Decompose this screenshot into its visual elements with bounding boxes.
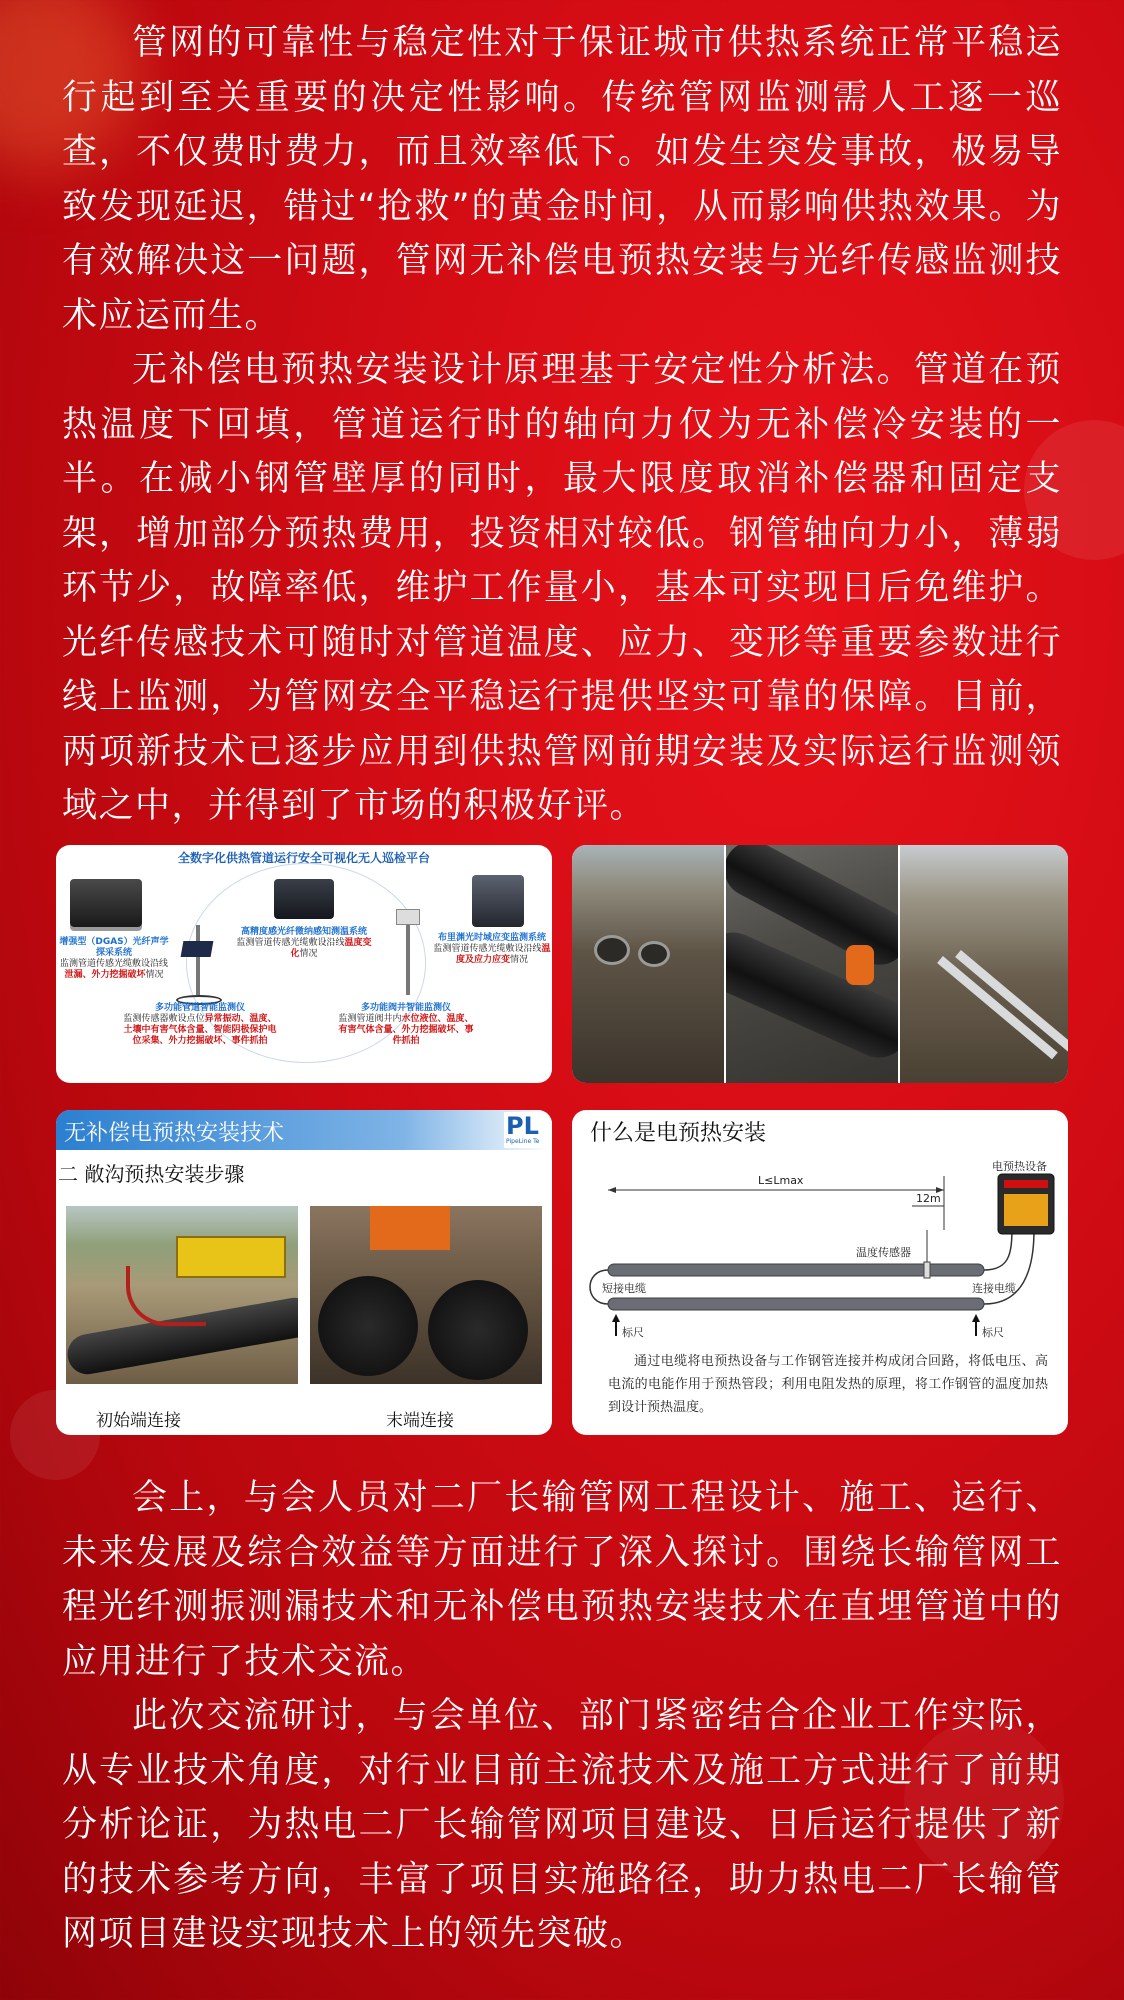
trench-photo-left bbox=[572, 845, 724, 1083]
pipe-opening-icon bbox=[638, 941, 670, 967]
short-cable-label: 短接电缆 bbox=[602, 1282, 646, 1295]
principle-paragraph: 无补偿电预热安装设计原理基于安定性分析法。管道在预热温度下回填，管道运行时的轴向力仅为无补偿冷安装的一半。在减小钢管壁厚的同时，最大限度取消补偿器和固定支架，增加部分预热费用，投资相对较低。钢管轴向力小，薄弱环节少，故障率低，维护工作量小，基本可实现日后免维护。光纤传感技术可随时对管道温度、应力、变形等重要参数进行线上监测，为管网安全平稳运行提供坚实可靠的保障。目前，两项新技术已逐步应用到供热管网前期安装及实际运行监测领域之中，并得到了市场的积极好评。 bbox=[62, 350, 1062, 826]
right-marker-arrow bbox=[972, 1314, 980, 1322]
company-logo: PL PipeLine Te bbox=[504, 1112, 548, 1148]
micro-sensing-label: 高精度感光纤微纳感知测温系统 监测管道传感光缆敷设沿线温度变化情况 bbox=[236, 927, 372, 959]
trench-photo-center bbox=[726, 845, 898, 1083]
dimension-arrow-left bbox=[608, 1187, 616, 1193]
installation-steps-slide bbox=[56, 1110, 552, 1435]
red-cables-shape bbox=[126, 1266, 206, 1326]
meeting-paragraph: 会上，与会人员对二厂长输管网工程设计、施工、运行、未来发展及综合效益等方面进行了深入探讨。围绕长输管网工程光纤测振测漏技术和无补偿电预热安装技术在直埋管道中的应用进行了技术交流。 bbox=[62, 1478, 1062, 1682]
valve-monitor-label: 多功能阀井智能监测仪 监测管道阀井内水位液位、温度、有害气体含量、外力挖掘破坏、事件抓拍 bbox=[338, 1003, 474, 1046]
sensor-label: 温度传感器 bbox=[856, 1246, 911, 1259]
dgas-label: 增强型（DGAS）光纤声学探采系统 监测管道传感光缆敷设沿线泄漏、外力挖掘破坏情况 bbox=[59, 937, 169, 980]
micro-sensing-device-icon bbox=[274, 879, 334, 919]
slide-subtitle: 二 敞沟预热安装步骤 bbox=[58, 1162, 245, 1186]
strain-label: 布里渊光时域应变监测系统 监测管道传感光缆敷设沿线温度及应力应变情况 bbox=[433, 933, 551, 965]
electric-preheating-diagram bbox=[572, 1110, 1068, 1435]
pipe-monitor-pole-icon bbox=[196, 925, 200, 995]
dgas-device-icon bbox=[70, 879, 142, 927]
intro-paragraph: 管网的可靠性与稳定性对于保证城市供热系统正常平稳运行起到至关重要的决定性影响。传统管网监测需人工逐一巡查，不仅费时费力，而且效率低下。如发生突发事故，极易导致发现延迟，错过“抢救”的黄金时间，从而影响供热效果。为有效解决这一问题，管网无补偿电预热安装与光纤传感监测技术应运而生。 bbox=[62, 23, 1062, 336]
solar-panel-icon bbox=[181, 941, 214, 957]
slide-header bbox=[56, 1110, 552, 1150]
initial-end-photo bbox=[66, 1206, 298, 1384]
pipe-end-shape bbox=[318, 1276, 418, 1376]
strain-device-icon bbox=[472, 875, 524, 927]
diagram-description: 通过电缆将电预热设备与工作钢管连接并构成闭合回路，将低电压、高电流的电能作用于预热管段；利用电阻发热的原理，将工作钢管的温度加热到设计预热温度。 bbox=[608, 1354, 1048, 1415]
silver-pipe-shape bbox=[937, 956, 1058, 1059]
conclusion-paragraph: 此次交流研讨，与会单位、部门紧密结合企业工作实际，从专业技术角度，对行业目前主流技术及施工方式进行了前期分析论证，为热电二厂长输管网项目建设、日后运行提供了新的技术参考方向，丰富了项目实施路径，助力热电二厂长输管网项目建设实现技术上的领先突破。 bbox=[62, 1696, 1062, 1954]
trench-photo-collage bbox=[572, 845, 1068, 1083]
connect-cable-label: 连接电缆 bbox=[972, 1282, 1016, 1295]
lower-pipe bbox=[608, 1298, 984, 1310]
right-marker-label: 标尺 bbox=[982, 1326, 1004, 1339]
silver-pipe-shape bbox=[955, 950, 1068, 1053]
diagram-title: 什么是电预热安装 bbox=[590, 1121, 767, 1146]
pipe-monitor-label: 多功能管道智能监测仪 监测传感器敷设点位异常振动、温度、土壤中有害气体含量、智能阴极保护电位采集、外力挖掘破坏、事件抓拍 bbox=[123, 1003, 277, 1046]
preheating-schematic bbox=[572, 1110, 1068, 1340]
worker-shape bbox=[846, 945, 874, 985]
device-panel bbox=[1004, 1194, 1048, 1226]
trench-photo-right bbox=[900, 845, 1068, 1083]
pipe-opening-icon bbox=[594, 935, 630, 965]
distance-label: 12m bbox=[916, 1192, 941, 1205]
sensor-head-icon bbox=[396, 909, 420, 925]
worker-shape bbox=[370, 1206, 450, 1250]
left-marker-arrow bbox=[612, 1314, 620, 1322]
platform-title: 全数字化供热管道运行安全可视化无人巡检平台 bbox=[177, 851, 430, 865]
slide-title: 无补偿电预热安装技术 bbox=[64, 1121, 285, 1146]
final-end-caption: 末端连接 bbox=[386, 1411, 454, 1431]
left-marker-label: 标尺 bbox=[622, 1326, 644, 1339]
initial-end-caption: 初始端连接 bbox=[96, 1411, 181, 1431]
device-label: 电预热设备 bbox=[992, 1160, 1047, 1173]
device-indicator bbox=[1004, 1180, 1048, 1188]
length-label: L≤Lmax bbox=[758, 1174, 804, 1187]
monitoring-platform-diagram bbox=[56, 845, 552, 1083]
valve-monitor-pole-icon bbox=[406, 915, 410, 995]
temperature-sensor-icon bbox=[924, 1262, 930, 1278]
final-end-photo bbox=[310, 1206, 542, 1384]
pipe-end-shape bbox=[428, 1280, 528, 1380]
